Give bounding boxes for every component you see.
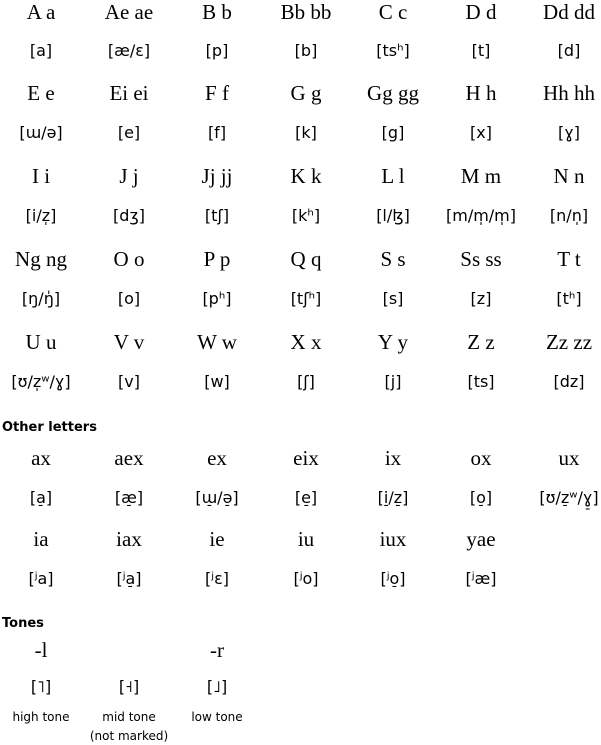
letter-glyph: P p: [203, 247, 231, 271]
letter-glyph: W w: [197, 330, 237, 354]
ipa-value: [ʊ/z̩ʷ/ɣ]: [11, 372, 71, 391]
ipa-value: [o]: [117, 289, 141, 308]
letter-glyph: F f: [205, 81, 229, 105]
letter-glyph: G g: [290, 81, 322, 105]
ipa-value: [dʒ]: [113, 206, 145, 225]
ipa-value: [a]: [29, 41, 53, 60]
tone-caption: mid tone: [102, 710, 156, 724]
ipa-value: [t]: [471, 41, 491, 60]
letter-glyph: ia: [33, 527, 49, 551]
letter-glyph: Ss ss: [460, 247, 502, 271]
letter-glyph: Gg gg: [367, 81, 419, 105]
letter-glyph: E e: [27, 81, 55, 105]
letter-glyph: -r: [210, 638, 224, 662]
letter-glyph: S s: [380, 247, 406, 271]
letter-glyph: C c: [378, 0, 408, 24]
letter-glyph: X x: [290, 330, 322, 354]
letter-glyph: O o: [113, 247, 145, 271]
letter-glyph: T t: [557, 247, 581, 271]
letter-glyph: eix: [293, 446, 319, 470]
letter-glyph: Ae ae: [104, 0, 154, 24]
letter-glyph: Hh hh: [543, 81, 595, 105]
ipa-value: [a̠]: [29, 488, 53, 507]
ipa-value: [tsʰ]: [376, 41, 410, 60]
ipa-value: [z]: [470, 289, 492, 308]
ipa-value: [ʲa]: [28, 569, 54, 588]
letter-glyph: iax: [116, 527, 142, 551]
tone-caption-note: (not marked): [89, 729, 169, 743]
ipa-value: [ɯ̠/ə̠]: [195, 488, 239, 507]
ipa-value: [v]: [118, 372, 140, 391]
letter-glyph: ux: [558, 446, 580, 470]
ipa-value: [i/z̩]: [25, 206, 57, 225]
ipa-value: [ʊ/z̠ʷ/ɣ̠]: [539, 488, 599, 507]
ipa-value: [ʃ]: [297, 372, 315, 391]
ipa-value: [x]: [470, 123, 492, 142]
letter-glyph: Q q: [290, 247, 322, 271]
ipa-value: [n/n̩]: [549, 206, 589, 225]
letter-glyph: aex: [114, 446, 144, 470]
letter-glyph: iux: [379, 527, 407, 551]
ipa-value: [tʰ]: [556, 289, 582, 308]
letter-glyph: N n: [553, 164, 585, 188]
ipa-value: [ʲo̠]: [380, 569, 406, 588]
letter-glyph: Ei ei: [109, 81, 149, 105]
tone-caption: high tone: [12, 710, 70, 724]
ipa-value: [æ̠]: [114, 488, 144, 507]
letter-glyph: yae: [466, 527, 496, 551]
letter-glyph: V v: [113, 330, 145, 354]
ipa-value: [k]: [295, 123, 317, 142]
letter-glyph: A a: [26, 0, 56, 24]
ipa-value: [w]: [204, 372, 230, 391]
ipa-value: [˧]: [118, 677, 140, 696]
letter-glyph: L l: [381, 164, 405, 188]
letter-glyph: M m: [460, 164, 502, 188]
ipa-value: [j]: [384, 372, 402, 391]
letter-glyph: H h: [465, 81, 497, 105]
ipa-value: [ʲæ]: [465, 569, 497, 588]
letter-glyph: ox: [470, 446, 492, 470]
letter-glyph: -l: [34, 638, 48, 662]
ipa-value: [i̠/z̠]: [377, 488, 409, 507]
ipa-value: [pʰ]: [202, 289, 232, 308]
ipa-value: [ʲɛ]: [205, 569, 229, 588]
letter-glyph: I i: [31, 164, 51, 188]
ipa-value: [˩]: [206, 677, 228, 696]
ipa-value: [kʰ]: [291, 206, 321, 225]
ipa-value: [dz]: [553, 372, 585, 391]
ipa-value: [e̠]: [294, 488, 318, 507]
ipa-value: [o̠]: [469, 488, 493, 507]
letter-glyph: B b: [202, 0, 232, 24]
ipa-value: [ts]: [467, 372, 495, 391]
letter-glyph: ix: [384, 446, 402, 470]
ipa-value: [d]: [557, 41, 581, 60]
ipa-value: [b]: [294, 41, 318, 60]
ipa-value: [ʲo]: [293, 569, 319, 588]
letter-glyph: ex: [207, 446, 227, 470]
letter-glyph: Dd dd: [543, 0, 595, 24]
letter-glyph: K k: [290, 164, 322, 188]
letter-glyph: Z z: [467, 330, 495, 354]
ipa-value: [tʃ]: [204, 206, 230, 225]
letter-glyph: Jj jj: [201, 164, 233, 188]
letter-glyph: iu: [297, 527, 315, 551]
ipa-value: [g]: [381, 123, 405, 142]
ipa-value: [tʃʰ]: [290, 289, 322, 308]
ipa-value: [æ/ɛ]: [107, 41, 151, 60]
ipa-value: [p]: [205, 41, 229, 60]
letter-glyph: Bb bb: [280, 0, 332, 24]
ipa-value: [f]: [207, 123, 227, 142]
letter-glyph: Y y: [377, 330, 409, 354]
ipa-value: [ɣ]: [557, 123, 580, 142]
letter-glyph: D d: [465, 0, 497, 24]
letter-glyph: Ng ng: [15, 247, 67, 271]
tone-caption: low tone: [191, 710, 243, 724]
ipa-value: [e]: [117, 123, 141, 142]
letter-glyph: J j: [119, 164, 139, 188]
ipa-value: [ŋ/ŋ̍]: [21, 289, 61, 308]
other-letters-heading: Other letters: [2, 420, 97, 435]
letter-glyph: ie: [209, 527, 225, 551]
ipa-value: [m/m̩/m̩]: [445, 206, 517, 225]
tones-heading: Tones: [2, 616, 44, 631]
ipa-value: [l/ɮ]: [376, 206, 410, 225]
letter-glyph: ax: [31, 446, 51, 470]
ipa-value: [˥]: [30, 677, 52, 696]
ipa-value: [s]: [382, 289, 404, 308]
letter-glyph: Zz zz: [545, 330, 593, 354]
ipa-value: [ʲa̠]: [116, 569, 142, 588]
ipa-value: [ɯ/ə]: [19, 123, 63, 142]
letter-glyph: U u: [25, 330, 57, 354]
